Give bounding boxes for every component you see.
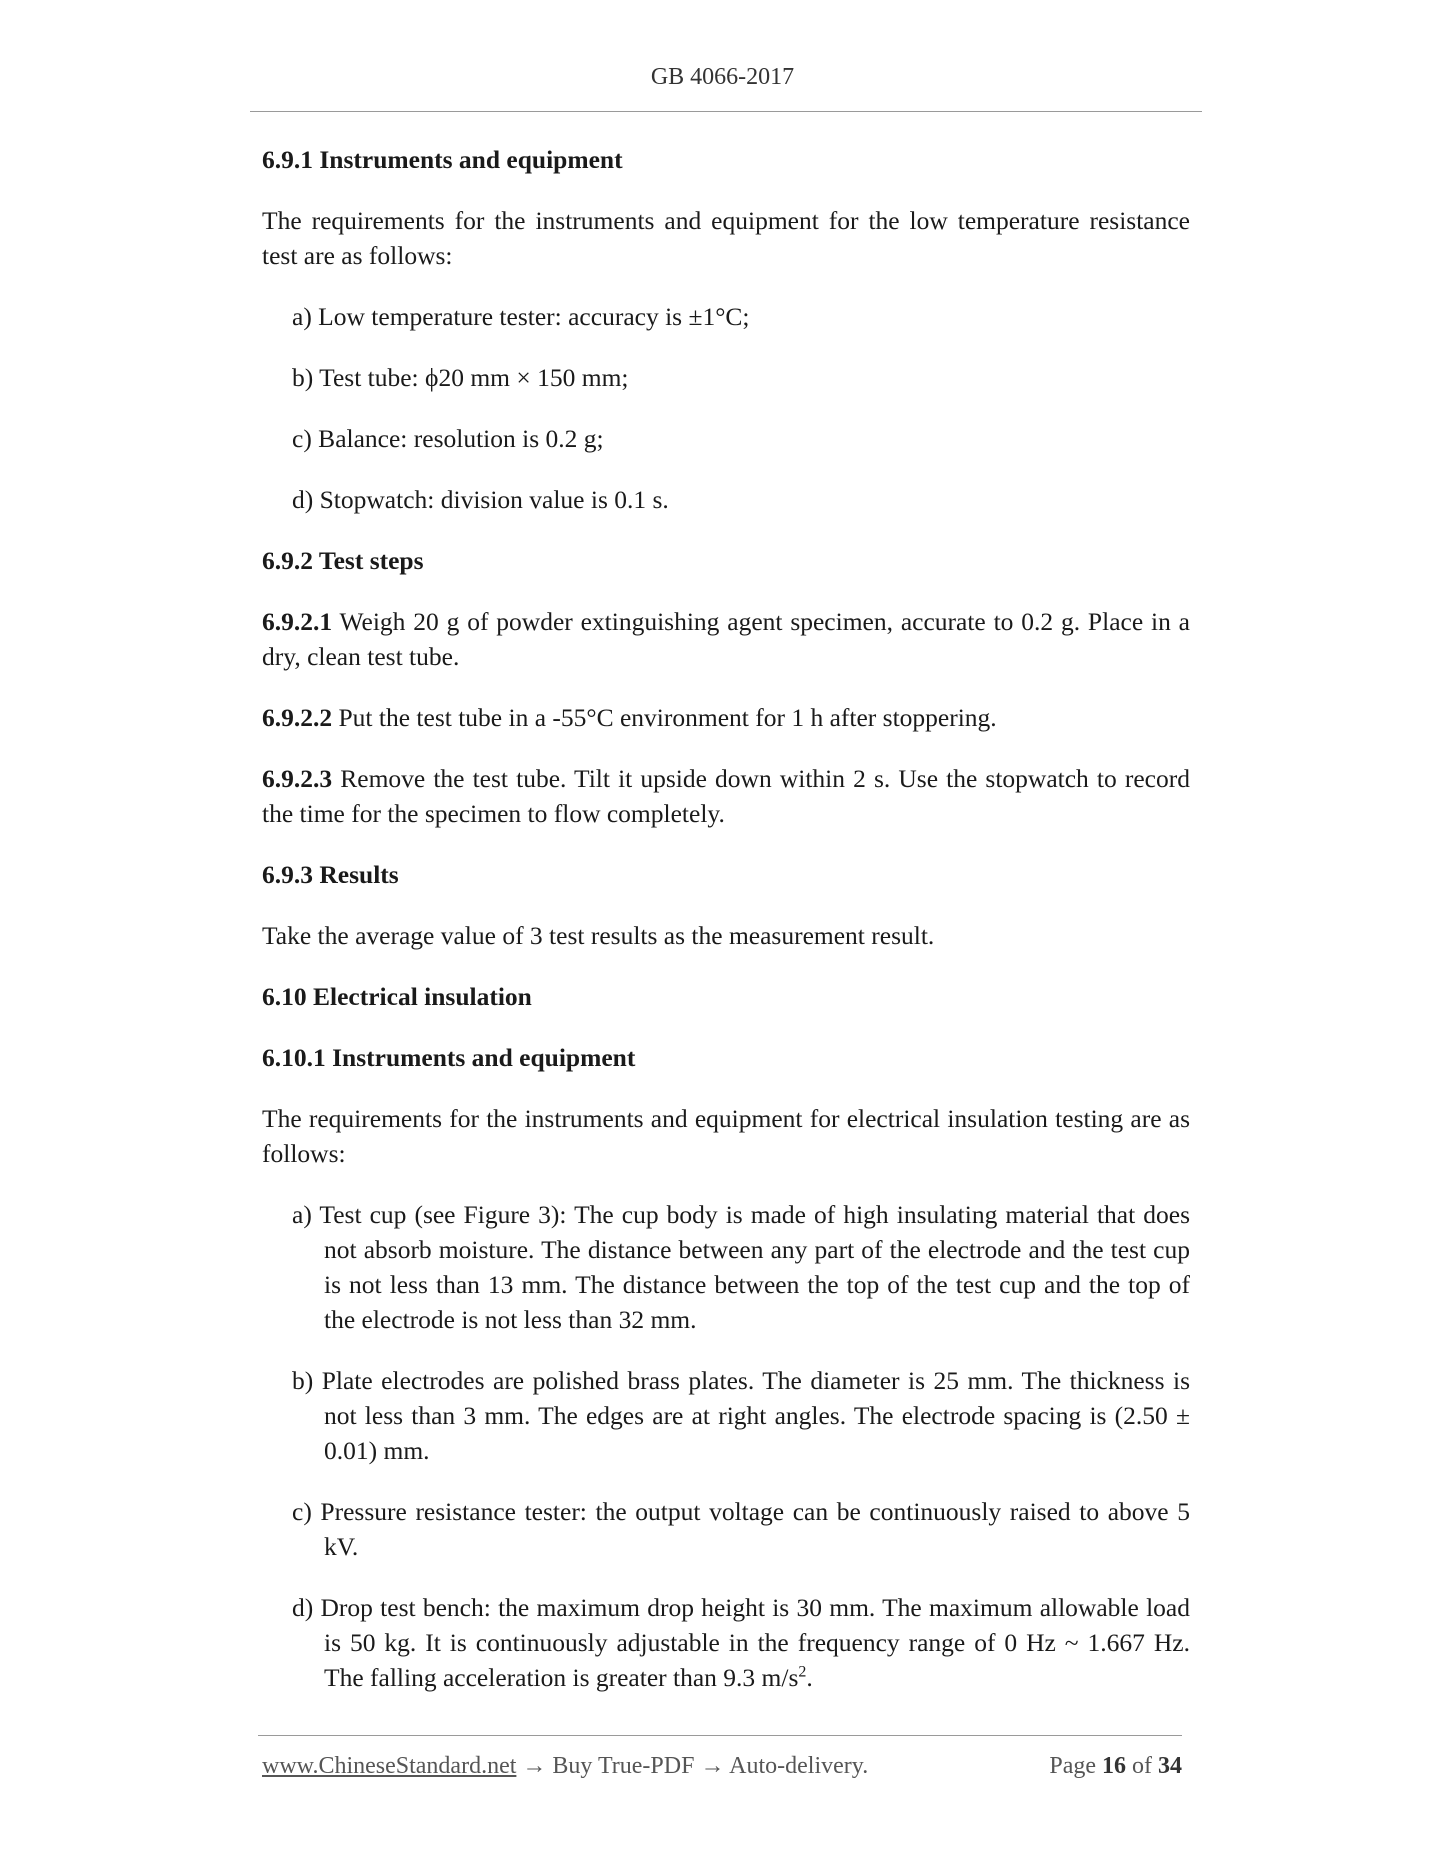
list-item-text: d) Drop test bench: the maximum drop height is 30 mm. The maximum allowable load is 50 kg. It is continuously adjustable in the frequency range of 0 Hz ~ 1.667 Hz. The falling acceleration is greater than 9.3 m/s: [292, 1593, 1190, 1692]
step-number: 6.9.2.1: [262, 607, 333, 636]
footer-divider: [258, 1735, 1182, 1736]
document-id: GB 4066-2017: [650, 64, 795, 90]
heading-6-9-3: 6.9.3 Results: [262, 860, 399, 889]
step-text: Weigh 20 g of powder extinguishing agent specimen, accurate to 0.2 g. Place in a dry, clean test tube.: [262, 607, 1190, 671]
paragraph-6-10-1: The requirements for the instruments and equipment for electrical insulation testing are as follows:: [262, 1104, 1190, 1168]
list-item-end: .: [806, 1663, 813, 1692]
heading-6-10: 6.10 Electrical insulation: [262, 982, 532, 1011]
step-number: 6.9.2.3: [262, 764, 333, 793]
list-item: d) Stopwatch: division value is 0.1 s.: [292, 485, 669, 514]
heading-6-9-2: 6.9.2 Test steps: [262, 546, 424, 575]
page-number: Page 16 of 34: [1049, 1753, 1182, 1779]
step-6-9-2-2: [262, 700, 1190, 735]
total-pages: 34: [1158, 1753, 1182, 1779]
buy-text: Buy True-PDF: [552, 1753, 695, 1779]
step-6-9-2-3: [262, 761, 1190, 831]
list-item: b) Test tube: ϕ20 mm × 150 mm;: [292, 363, 629, 392]
website-link[interactable]: www.ChineseStandard.net: [262, 1753, 517, 1779]
step-number: 6.9.2.2: [262, 703, 333, 732]
list-item: a) Low temperature tester: accuracy is ±1°C;: [292, 302, 750, 331]
header-divider: [250, 111, 1202, 112]
list-item: a) Test cup (see Figure 3): The cup body is made of high insulating material that does not absorb moisture. The distance between any part of the electrode and the test cup is not less than 13 mm. The distance between the top of the test cup and the top of the electrode is not less than 32 mm.: [292, 1200, 1190, 1334]
paragraph-6-9-1: The requirements for the instruments and equipment for the low temperature resistance test are as follows:: [262, 206, 1190, 270]
page-content: [262, 142, 1190, 1721]
list-item: c) Balance: resolution is 0.2 g;: [292, 424, 604, 453]
superscript: 2: [798, 1663, 807, 1681]
arrow-icon: →: [516, 1753, 553, 1779]
arrow-icon: →: [694, 1753, 730, 1779]
step-6-9-2-1: [262, 604, 1190, 674]
list-item: c) Pressure resistance tester: the output voltage can be continuously raised to above 5 kV.: [292, 1497, 1190, 1561]
document-header: [0, 64, 1445, 91]
delivery-text: Auto-delivery.: [729, 1753, 869, 1779]
heading-6-9-1: 6.9.1 Instruments and equipment: [262, 145, 623, 174]
step-text: Remove the test tube. Tilt it upside down within 2 s. Use the stopwatch to record the time for the specimen to flow completely.: [262, 764, 1190, 828]
list-item: [292, 1590, 1190, 1695]
current-page: 16: [1102, 1753, 1126, 1779]
heading-6-10-1: 6.10.1 Instruments and equipment: [262, 1043, 636, 1072]
list-item: b) Plate electrodes are polished brass plates. The diameter is 25 mm. The thickness is not less than 3 mm. The edges are at right angles. The electrode spacing is (2.50 ± 0.01) mm.: [292, 1366, 1190, 1465]
paragraph-6-9-3: Take the average value of 3 test results as the measurement result.: [262, 921, 935, 950]
footer-left: [262, 1753, 868, 1780]
step-text: Put the test tube in a -55°C environment for 1 h after stoppering.: [332, 703, 997, 732]
